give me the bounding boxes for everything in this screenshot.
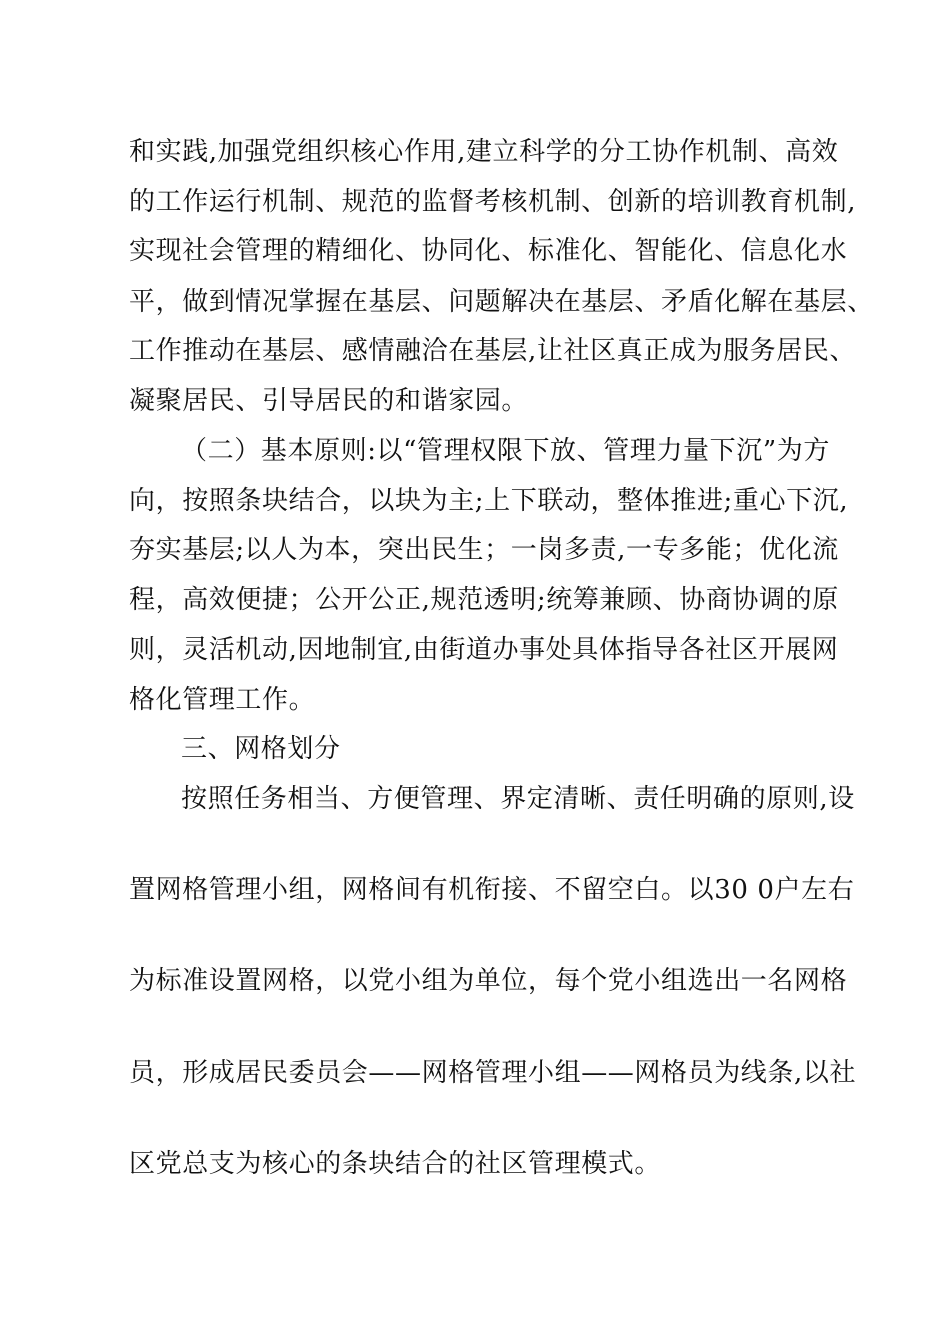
grid-line-4: 员，形成居民委员会——网格管理小组——网格员为线条,以社	[129, 1058, 857, 1088]
section-heading: 三、网格划分	[181, 734, 341, 764]
grid-line-5: 区党总支为核心的条块结合的社区管理模式。	[129, 1149, 662, 1179]
principles-line-3: 夯实基层;以人为本，突出民生；一岗多责,一专多能；优化流	[129, 535, 839, 565]
paragraph-line-4: 平，做到情况掌握在基层、问题解决在基层、矛盾化解在基层、	[129, 287, 874, 317]
paragraph-line-5: 工作推动在基层、感情融洽在基层,让社区真正成为服务居民、	[129, 336, 857, 366]
paragraph-line-6: 凝聚居民、引导居民的和谐家园。	[129, 386, 529, 416]
principles-line-4: 程，高效便捷；公开公正,规范透明;统筹兼顾、协商协调的原	[129, 585, 839, 615]
grid-line-3: 为标准设置网格，以党小组为单位，每个党小组选出一名网格	[129, 966, 848, 996]
paragraph-line-2: 的工作运行机制、规范的监督考核机制、创新的培训教育机制,	[129, 187, 857, 217]
principles-line-1: （二）基本原则:以“管理权限下放、管理力量下沉”为方	[181, 436, 830, 466]
paragraph-line-3: 实现社会管理的精细化、协同化、标准化、智能化、信息化水	[129, 236, 848, 266]
principles-line-2: 向，按照条块结合，以块为主;上下联动，整体推进;重心下沉,	[129, 486, 849, 516]
grid-line-2: 置网格管理小组，网格间有机衔接、不留空白。以30 0户左右	[129, 875, 855, 905]
principles-line-6: 格化管理工作。	[129, 685, 316, 715]
grid-line-1: 按照任务相当、方便管理、界定清晰、责任明确的原则,设	[181, 784, 855, 814]
principles-line-5: 则，灵活机动,因地制宜,由街道办事处具体指导各社区开展网	[129, 635, 839, 665]
paragraph-line-1: 和实践,加强党组织核心作用,建立科学的分工协作机制、高效	[129, 137, 839, 167]
